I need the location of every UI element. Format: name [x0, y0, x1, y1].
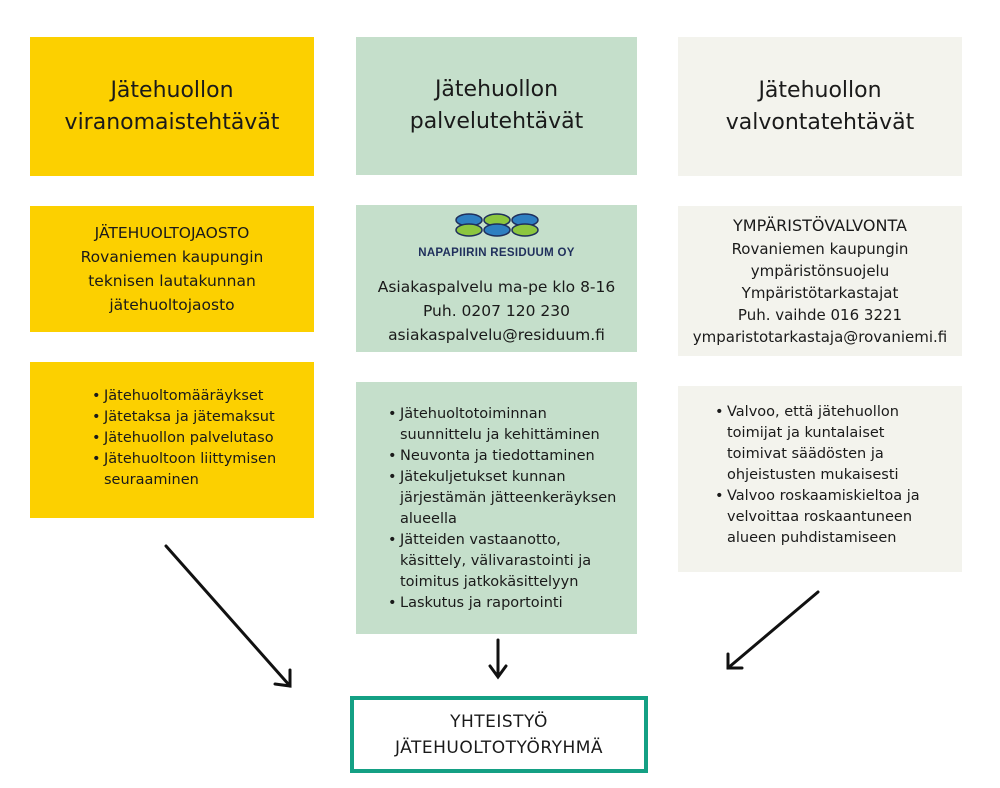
task-item: • Neuvonta ja tiedottaminen — [400, 446, 627, 467]
task-item: • Jätekuljetukset kunnan järjestämän jätteenkeräyksen alueella — [400, 467, 627, 530]
task-item: • Jätetaksa ja jätemaksut — [104, 407, 314, 428]
arrow-right-icon — [728, 592, 818, 668]
task-item: • Valvoo roskaamiskieltoa ja velvoittaa roskaantuneen alueen puhdistamiseen — [727, 486, 944, 549]
supervision-org-line: Rovaniemen kaupungin — [731, 240, 909, 258]
service-header-line2: palvelutehtävät — [409, 109, 584, 134]
cooperation-box — [350, 696, 648, 773]
authority-header-line2: viranomaistehtävät — [64, 109, 280, 135]
service-org-line: asiakaspalvelu@residuum.fi — [388, 325, 605, 344]
supervision-org-line: ymparistotarkastaja@rovaniemi.fi — [692, 328, 948, 346]
authority-header-line1: Jätehuollon — [110, 77, 234, 103]
supervision-org-line: ympäristönsuojelu — [750, 262, 890, 280]
task-item: • Valvoo, että jätehuollon toimijat ja kuntalaiset toimivat säädösten ja ohjeistusten mukaisesti — [727, 402, 944, 486]
arrow-down-icon — [490, 640, 506, 677]
service-org-line: Puh. 0207 120 230 — [422, 301, 571, 320]
task-item: • Jätehuoltoon liittymisen seuraaminen — [104, 449, 304, 491]
service-org-line: Asiakaspalvelu ma-pe klo 8-16 — [377, 277, 616, 296]
cooperation-group: JÄTEHUOLTOTYÖRYHMÄ — [394, 737, 604, 758]
task-item: • Jätehuollon palvelutaso — [104, 428, 314, 449]
supervision-org-line: Puh. vaihde 016 3221 — [737, 306, 903, 324]
supervision-header-line2: valvontatehtävät — [725, 109, 915, 135]
service-header-line1: Jätehuollon — [434, 77, 559, 102]
supervision-org-title: YMPÄRISTÖVALVONTA — [733, 216, 907, 235]
supervision-org-line: Ympäristötarkastajat — [741, 284, 899, 302]
arrow-left-icon — [166, 546, 290, 686]
authority-org-line: jätehuoltojaosto — [109, 296, 235, 314]
task-item: • Jätehuoltomääräykset — [104, 386, 314, 407]
authority-org-title: JÄTEHUOLTOJAOSTO — [94, 224, 250, 242]
supervision-header-line1: Jätehuollon — [758, 77, 882, 103]
authority-org-line: Rovaniemen kaupungin — [80, 248, 264, 266]
task-item: • Laskutus ja raportointi — [400, 593, 627, 614]
residuum-logo-text: NAPAPIIRIN RESIDUUM OY — [418, 246, 575, 259]
task-item: • Jätteiden vastaanotto, käsittely, välivarastointi ja toimitus jatkokäsittelyyn — [400, 530, 627, 593]
cooperation-title: YHTEISTYÖ — [450, 711, 548, 732]
authority-org-line: teknisen lautakunnan — [88, 272, 256, 290]
task-item: • Jätehuoltotoiminnan suunnittelu ja kehittäminen — [400, 404, 627, 446]
